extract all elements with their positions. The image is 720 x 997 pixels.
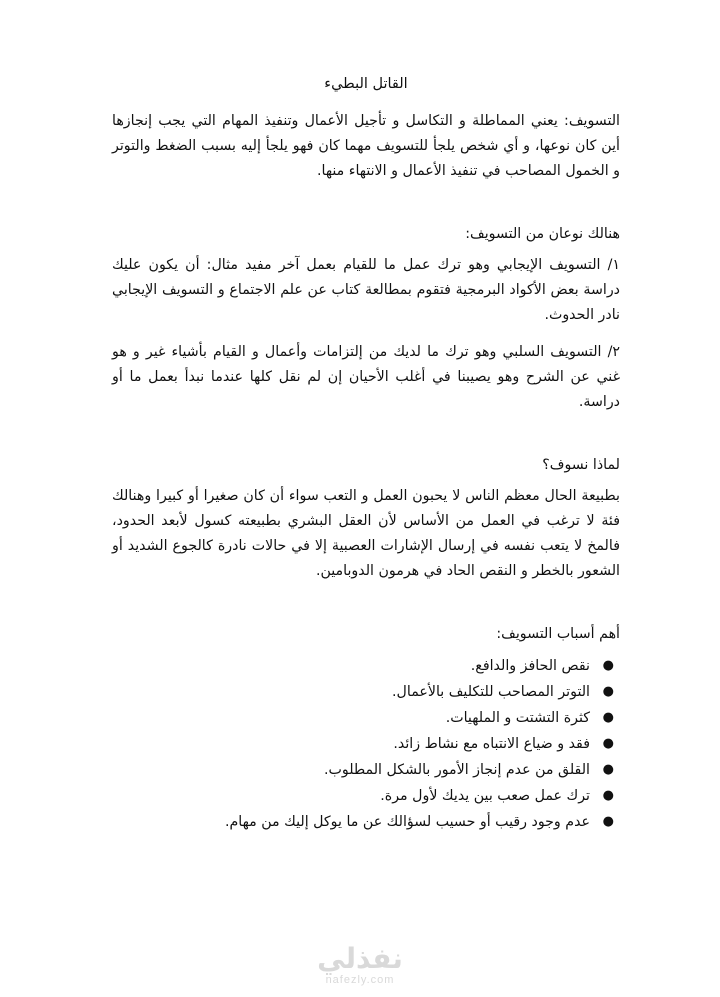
document-title: القاتل البطيء xyxy=(324,76,408,92)
bullet-icon: ● xyxy=(602,736,614,751)
intro-paragraph: التسويف: يعني المماطلة و التكاسل و تأجيل الأعمال وتنفيذ المهام التي يجب إنجازها أين كان نوعها، و أي شخص يلجأ للتسويف مهما كان فهو يلجأ إليه بسبب الضغط والتوتر و الخمول المصاحب في تنفيذ الأعمال و الانتهاء منها. xyxy=(112,113,620,179)
list-item-text: القلق من عدم إنجاز الأمور بالشكل المطلوب. xyxy=(324,762,590,778)
list-item-text: نقص الحافز والدافع. xyxy=(470,658,590,674)
bullet-icon: ● xyxy=(602,684,614,699)
types-heading: هنالك نوعان من التسويف: xyxy=(465,226,620,242)
list-item xyxy=(112,757,614,783)
spacer xyxy=(112,415,620,453)
spacer xyxy=(112,328,620,340)
list-item xyxy=(112,679,614,705)
why-paragraph: بطبيعة الحال معظم الناس لا يحبون العمل و التعب سواء أن كان صغيرا أو كبيرا وهنالك فئة لا ترغب في العمل من الأساس لأن العقل البشري بطبيعته كسول لأبعد الحدود، فالمخ لا يتعب نفسه في إرسال الإشارات العصبية إلا في حالات نادرة كالجوع الشديد أو الشعور بالخطر و النقص الحاد في هرمون الدوبامين. xyxy=(112,488,620,579)
type-negative-paragraph: ٢/ التسويف السلبي وهو ترك ما لديك من إلتزامات وأعمال و القيام بأشياء غير و هو غني عن الشرح وهو يصيبنا في أغلب الأحيان إن لم نقل كلها عندما نبدأ بعمل ما أو دراسة. xyxy=(112,344,620,410)
causes-heading: أهم أسباب التسويف: xyxy=(496,626,620,642)
type-positive-paragraph: ١/ التسويف الإيجابي وهو ترك عمل ما للقيام بعمل آخر مفيد مثال: أن يكون عليك دراسة بعض الأكواد البرمجية فتقوم بمطالعة كتاب عن علم الاجتماع و التسويف الإيجابي نادر الحدوث. xyxy=(112,257,620,323)
watermark-logo xyxy=(0,944,720,986)
bullet-icon: ● xyxy=(602,762,614,777)
spacer xyxy=(112,184,620,222)
watermark-url: nafezly.com xyxy=(325,974,395,986)
document-body xyxy=(112,72,620,835)
list-item xyxy=(112,705,614,731)
spacer xyxy=(112,584,620,622)
list-item xyxy=(112,809,614,835)
why-heading: لماذا نسوف؟ xyxy=(542,457,620,473)
bullet-icon: ● xyxy=(602,814,614,829)
list-item xyxy=(112,731,614,757)
list-item-text: فقد و ضياع الانتباه مع نشاط زائد. xyxy=(393,736,590,752)
bullet-icon: ● xyxy=(602,658,614,673)
watermark-text: نفذلي xyxy=(317,942,403,975)
causes-list xyxy=(112,653,620,835)
list-item xyxy=(112,783,614,809)
list-item-text: ترك عمل صعب بين يديك لأول مرة. xyxy=(380,788,590,804)
list-item-text: التوتر المصاحب للتكليف بالأعمال. xyxy=(392,684,590,700)
bullet-icon: ● xyxy=(602,788,614,803)
bullet-icon: ● xyxy=(602,710,614,725)
list-item-text: عدم وجود رقيب أو حسيب لسؤالك عن ما يوكل إليك من مهام. xyxy=(224,814,590,830)
list-item-text: كثرة التشتت و الملهيات. xyxy=(445,710,590,726)
list-item xyxy=(112,653,614,679)
